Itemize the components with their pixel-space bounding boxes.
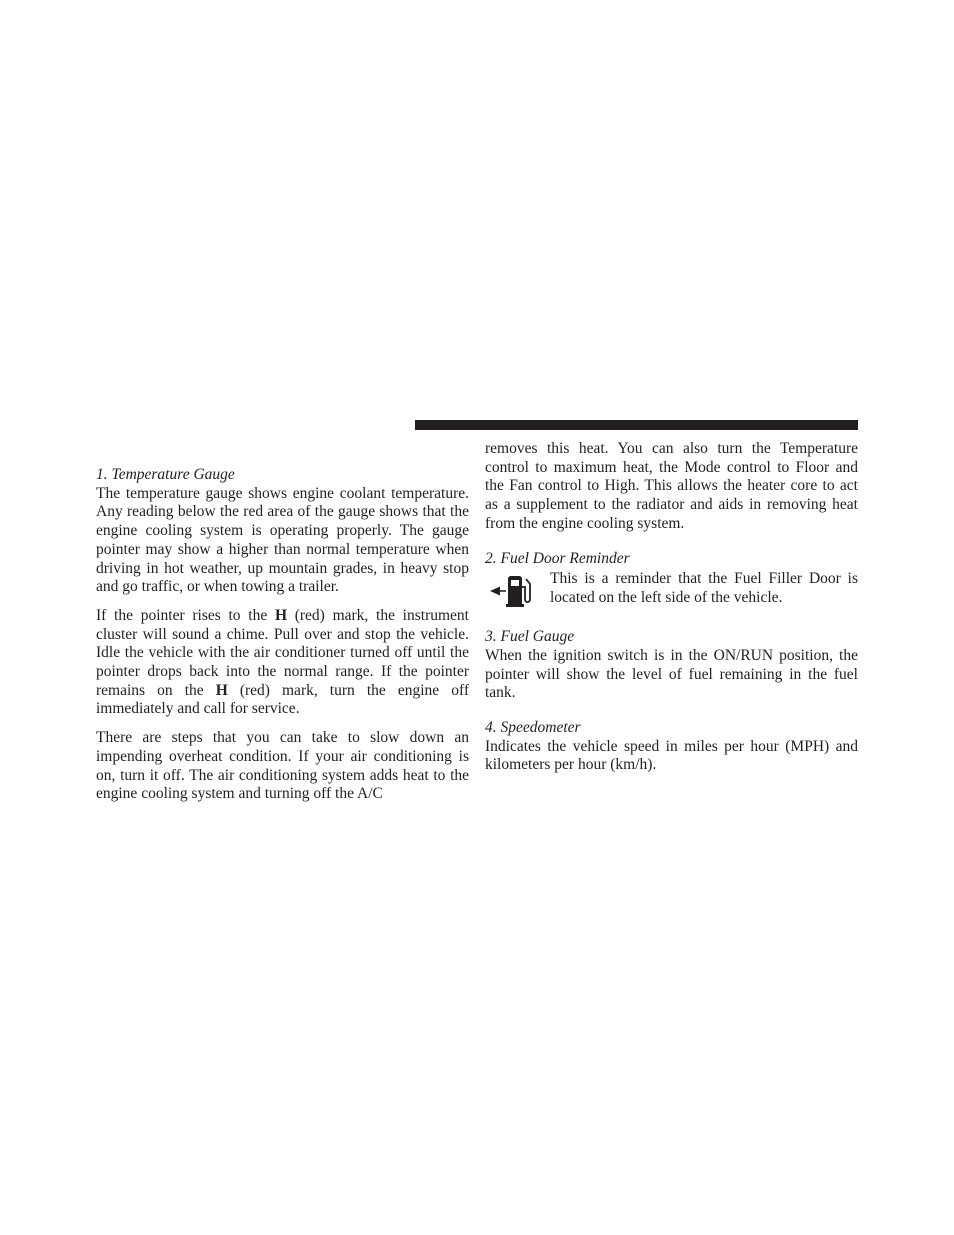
h-mark-label: H (215, 681, 228, 699)
speedometer-heading: 4. Speedometer (485, 719, 581, 737)
fuel-pump-left-arrow-icon (489, 573, 533, 609)
fuel-door-reminder-heading: 2. Fuel Door Reminder (485, 549, 630, 567)
section-header-bar (415, 420, 858, 430)
h-mark-label: H (274, 606, 287, 624)
text-run: (red) mark, turn the engine off immediately and call for service. (96, 681, 469, 718)
temperature-gauge-heading: 1. Temperature Gauge (96, 466, 235, 483)
temperature-gauge-paragraph-1: The temperature gauge shows engine coolant temperature. Any reading below the red area of the gauge shows that the engine cooling system is operating properly. The gauge pointer may show a higher than normal temperature when driving in hot weather, up mountain grades, in heavy stop and go traffic, or when towing a trailer. (96, 484, 469, 596)
fuel-door-reminder-text: This is a reminder that the Fuel Filler Door is located on the left side of the vehicle. (550, 570, 858, 606)
text-run: (red) mark, the instrument cluster will sound a chime. Pull over and stop the vehicle. Idle the vehicle with the air conditioner turned off until the pointer drops back into the normal range. If the pointer remains on the (96, 606, 469, 699)
right-column (485, 440, 858, 775)
left-column (96, 466, 469, 804)
fuel-gauge-heading: 3. Fuel Gauge (485, 628, 575, 646)
temperature-gauge-paragraph-3: There are steps that you can take to slow down an impending overheat condition. If your air conditioning is on, turn it off. The air conditioning system adds heat to the engine cooling system and turning off the A/C (96, 729, 469, 803)
fuel-gauge-text: When the ignition switch is in the ON/RUN position, the pointer will show the level of fuel remaining in the fuel tank. (485, 646, 858, 702)
text-run: If the pointer rises to the (96, 606, 275, 624)
fuel-door-reminder-row (485, 570, 858, 609)
temperature-gauge-paragraph-2 (96, 607, 469, 719)
temperature-gauge-paragraph-3-continued: removes this heat. You can also turn the Temperature control to maximum heat, the Mode control to Floor and the Fan control to High. This allows the heater core to act as a supplement to the radiator and aids in removing heat from the engine cooling system. (485, 440, 858, 532)
speedometer-text: Indicates the vehicle speed in miles per hour (MPH) and kilometers per hour (km/h). (485, 737, 858, 774)
